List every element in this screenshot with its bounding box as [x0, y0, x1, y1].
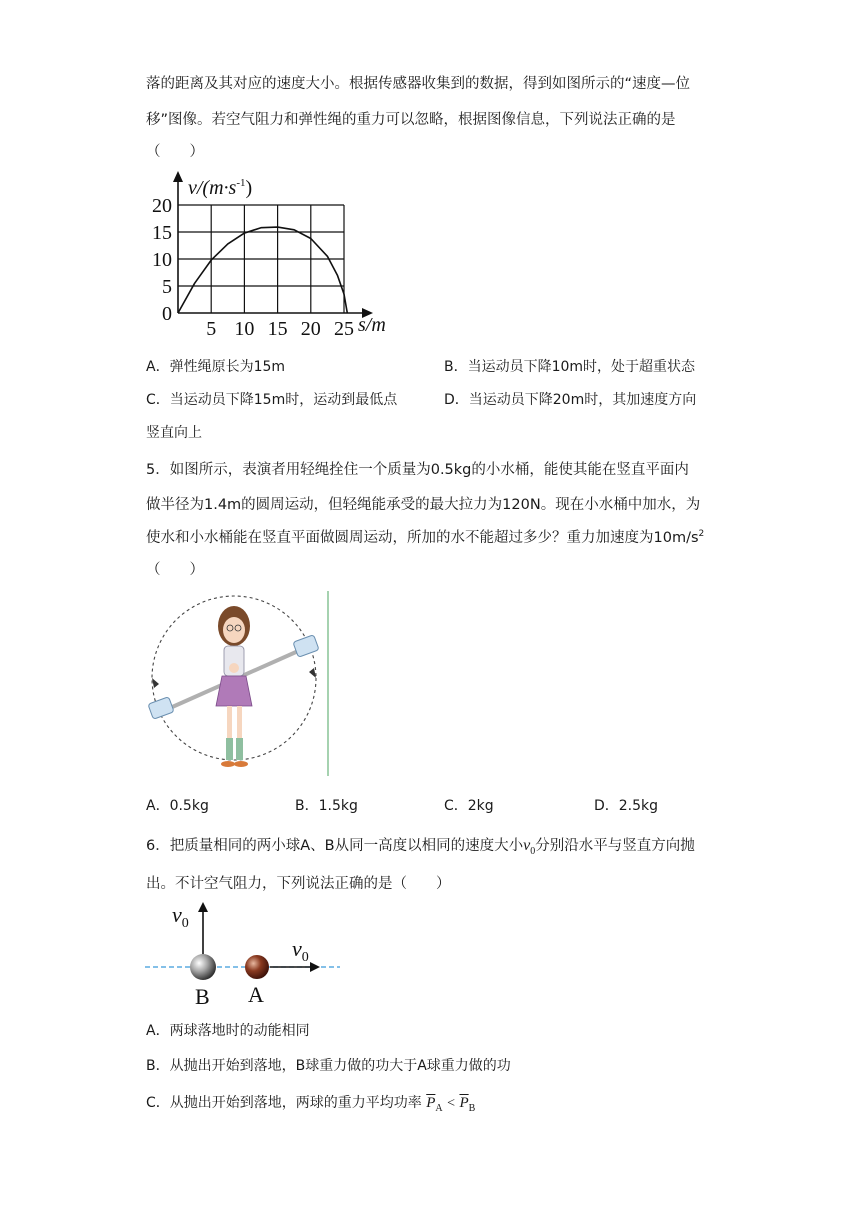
q4-option-d-continued: 竖直向上	[146, 425, 202, 441]
q5-stem-line-2: 做半径为1.4m的圆周运动，但轻绳能承受的最大拉力为120N。现在小水桶中加水，为	[146, 497, 701, 513]
x-tick-label-15: 15	[267, 318, 288, 340]
chart-grid	[178, 205, 344, 313]
q4-answer-blank: （ ）	[146, 144, 204, 160]
q4-option-c[interactable]: C．当运动员下降15m时，运动到最低点	[146, 392, 398, 408]
y-tick-label-20: 20	[152, 195, 172, 217]
two-balls-figure	[140, 898, 350, 1010]
q4-option-d[interactable]: D．当运动员下降20m时，其加速度方向	[444, 392, 697, 408]
x-tick-label-10: 10	[234, 318, 255, 340]
q6-option-a[interactable]: A．两球落地时的动能相同	[146, 1023, 310, 1039]
velocity-curve	[178, 227, 347, 313]
q6-stem-line-2: 出。不计空气阻力，下列说法正确的是（ ）	[146, 876, 451, 892]
q4-stem-line-1: 落的距离及其对应的速度大小。根据传感器收集到的数据，得到如图所示的“速度—位	[146, 76, 691, 92]
q5-option-b[interactable]: B．1.5kg	[295, 798, 358, 814]
q6-stem-line-1: 6．把质量相同的两小球A、B从同一高度以相同的速度大小$v_0$分别沿水平与竖直方向抛	[146, 837, 695, 857]
q4-option-a[interactable]: A．弹性绳原长为15m	[146, 359, 286, 375]
q5-option-a[interactable]: A．0.5kg	[146, 798, 209, 814]
q6-option-c[interactable]: C．从抛出开始到落地，两球的重力平均功率 $\overline{P}_A < \overline{P}_B$	[146, 1095, 476, 1114]
y-tick-label-10: 10	[152, 249, 172, 271]
velocity-displacement-chart	[140, 168, 410, 343]
label-ball-b: B	[195, 984, 210, 1009]
label-ball-a: A	[248, 982, 264, 1007]
y-tick-label-15: 15	[152, 222, 172, 244]
x-tick-label-5: 5	[206, 318, 217, 340]
y-axis-arrow	[173, 171, 183, 182]
label-v0-right: $v_0$	[292, 936, 309, 965]
chart-curve	[178, 227, 347, 313]
chart-ylabel: $v/(m\cdot s^{-1})$	[188, 177, 253, 199]
q5-option-c[interactable]: C．2kg	[444, 798, 494, 814]
q4-option-b[interactable]: B．当运动员下降10m时，处于超重状态	[444, 359, 696, 375]
chart-ticks	[152, 195, 354, 340]
q4-stem-line-2: 移”图像。若空气阻力和弹性绳的重力可以忽略，根据图像信息，下列说法正确的是	[146, 112, 676, 128]
q5-stem-line-1: 5．如图所示，表演者用轻绳拴住一个质量为0.5kg的小水桶，能使其能在竖直平面内	[146, 462, 689, 478]
x-tick-label-25: 25	[334, 318, 354, 340]
label-v0-up: $v_0$	[172, 902, 189, 931]
q5-option-d[interactable]: D．2.5kg	[594, 798, 659, 814]
chart-xlabel: s/m	[358, 314, 386, 336]
y-tick-label-5: 5	[162, 276, 172, 298]
q5-stem-line-3: 使水和小水桶能在竖直平面做圆周运动，所加的水不能超过多少？重力加速度为$10m/s^2$	[146, 529, 705, 546]
x-tick-label-20: 20	[300, 318, 321, 340]
q6-option-b[interactable]: B．从抛出开始到落地，B球重力做的功大于A球重力做的功	[146, 1058, 511, 1074]
q5-answer-blank: （ ）	[146, 562, 204, 578]
y-tick-label-0: 0	[162, 303, 172, 325]
performer-circular-motion-figure	[140, 588, 340, 778]
